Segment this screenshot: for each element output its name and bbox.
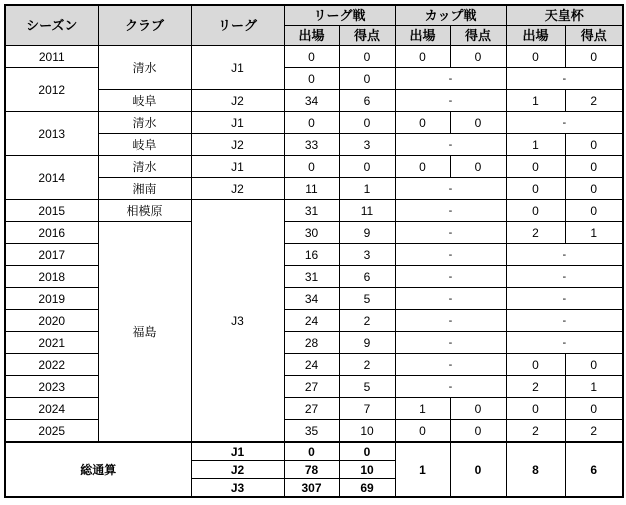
emperor-apps-cell: 0 [506,178,565,200]
table-row [5,178,623,200]
league-goals-cell: 7 [339,398,395,420]
total-j3-apps: 307 [284,479,339,498]
emperor-apps-cell: 2 [506,376,565,398]
league-apps-cell: 0 [284,68,339,90]
cup-dash-cell: - [395,178,506,200]
cup-apps-cell: 0 [395,156,450,178]
cup-goals-cell: 0 [450,156,506,178]
season-cell: 2024 [5,398,98,420]
cup-dash-cell: - [395,200,506,222]
league-cell: J3 [191,200,284,443]
emperor-goals-cell: 0 [565,134,623,156]
table-row [5,90,623,112]
total-row [5,442,623,461]
league-goals-cell: 11 [339,200,395,222]
total-league-j1: J1 [191,442,284,461]
season-cell: 2018 [5,266,98,288]
emperor-goals-cell: 0 [565,200,623,222]
league-goals-cell: 5 [339,288,395,310]
total-j2-apps: 78 [284,461,339,479]
season-cell: 2023 [5,376,98,398]
cup-goals-header: 得点 [450,26,506,46]
league-apps-cell: 33 [284,134,339,156]
emperor-dash-cell: - [506,332,623,354]
cup-dash-cell: - [395,244,506,266]
table-row [5,376,623,398]
league-goals-cell: 6 [339,90,395,112]
cup-apps-cell: 0 [395,420,450,443]
cup-games-header: カップ戦 [395,5,506,26]
league-games-header: リーグ戦 [284,5,395,26]
season-cell: 2020 [5,310,98,332]
league-goals-cell: 9 [339,332,395,354]
season-cell: 2011 [5,46,98,68]
emperor-apps-cell: 0 [506,156,565,178]
league-apps-cell: 0 [284,112,339,134]
header-row-1 [5,5,623,26]
league-goals-cell: 0 [339,46,395,68]
season-cell: 2019 [5,288,98,310]
cup-dash-cell: - [395,376,506,398]
cup-dash-cell: - [395,288,506,310]
total-emperor-apps: 8 [506,442,565,497]
emperor-apps-cell: 2 [506,420,565,443]
emperor-apps-cell: 2 [506,222,565,244]
emperor-apps-header: 出場 [506,26,565,46]
total-j3-goals: 69 [339,479,395,498]
total-j2-goals: 10 [339,461,395,479]
league-apps-cell: 30 [284,222,339,244]
table-row [5,398,623,420]
league-cell: J2 [191,178,284,200]
league-apps-cell: 16 [284,244,339,266]
emperor-apps-cell: 0 [506,46,565,68]
emperor-dash-cell: - [506,266,623,288]
league-goals-cell: 10 [339,420,395,443]
emperor-goals-cell: 0 [565,178,623,200]
league-apps-cell: 24 [284,354,339,376]
table-row [5,354,623,376]
cup-apps-header: 出場 [395,26,450,46]
emperor-goals-cell: 2 [565,420,623,443]
cup-dash-cell: - [395,134,506,156]
club-header: クラブ [98,5,191,46]
league-goals-cell: 0 [339,156,395,178]
total-cup-goals: 0 [450,442,506,497]
table-row [5,112,623,134]
club-cell: 福島 [98,222,191,443]
league-goals-cell: 3 [339,244,395,266]
emperor-apps-cell: 1 [506,90,565,112]
emperor-goals-cell: 2 [565,90,623,112]
emperor-apps-cell: 0 [506,200,565,222]
cup-apps-cell: 1 [395,398,450,420]
emperor-goals-cell: 0 [565,354,623,376]
emperor-goals-cell: 0 [565,46,623,68]
emperor-apps-cell: 0 [506,398,565,420]
league-apps-header: 出場 [284,26,339,46]
emperor-goals-cell: 1 [565,222,623,244]
season-cell: 2016 [5,222,98,244]
cup-dash-cell: - [395,310,506,332]
league-goals-cell: 9 [339,222,395,244]
league-goals-cell: 2 [339,354,395,376]
emperor-goals-header: 得点 [565,26,623,46]
season-cell: 2017 [5,244,98,266]
cup-dash-cell: - [395,68,506,90]
total-j1-goals: 0 [339,442,395,461]
league-apps-cell: 24 [284,310,339,332]
table-row [5,200,623,222]
total-emperor-goals: 6 [565,442,623,497]
cup-goals-cell: 0 [450,398,506,420]
club-cell: 岐阜 [98,90,191,112]
table-row [5,420,623,443]
league-cell: J2 [191,134,284,156]
league-goals-cell: 0 [339,112,395,134]
cup-apps-cell: 0 [395,46,450,68]
league-apps-cell: 11 [284,178,339,200]
emperor-dash-cell: - [506,112,623,134]
emperor-cup-header: 天皇杯 [506,5,623,26]
league-apps-cell: 27 [284,398,339,420]
league-apps-cell: 31 [284,200,339,222]
emperor-apps-cell: 0 [506,354,565,376]
total-league-j3: J3 [191,479,284,498]
table-row [5,68,623,90]
club-cell: 湘南 [98,178,191,200]
league-apps-cell: 0 [284,156,339,178]
league-goals-cell: 0 [339,68,395,90]
table-row [5,332,623,354]
league-apps-cell: 35 [284,420,339,443]
table-row [5,266,623,288]
cup-dash-cell: - [395,90,506,112]
total-j1-apps: 0 [284,442,339,461]
league-goals-cell: 6 [339,266,395,288]
emperor-goals-cell: 1 [565,376,623,398]
league-cell: J1 [191,46,284,90]
emperor-dash-cell: - [506,288,623,310]
league-header: リーグ [191,5,284,46]
cup-goals-cell: 0 [450,46,506,68]
league-goals-cell: 5 [339,376,395,398]
table-row [5,156,623,178]
table-row [5,244,623,266]
table-row [5,134,623,156]
cup-dash-cell: - [395,354,506,376]
league-cell: J2 [191,90,284,112]
cup-goals-cell: 0 [450,420,506,443]
season-cell: 2022 [5,354,98,376]
league-cell: J1 [191,156,284,178]
total-league-j2: J2 [191,461,284,479]
table-row [5,288,623,310]
emperor-goals-cell: 0 [565,156,623,178]
emperor-dash-cell: - [506,68,623,90]
emperor-dash-cell: - [506,310,623,332]
season-cell: 2014 [5,156,98,200]
season-header: シーズン [5,5,98,46]
total-cup-apps: 1 [395,442,450,497]
table-row [5,222,623,244]
season-cell: 2015 [5,200,98,222]
league-cell: J1 [191,112,284,134]
cup-dash-cell: - [395,266,506,288]
league-goals-cell: 1 [339,178,395,200]
total-label: 総通算 [5,442,191,497]
club-cell: 岐阜 [98,134,191,156]
season-cell: 2013 [5,112,98,156]
league-apps-cell: 28 [284,332,339,354]
cup-dash-cell: - [395,332,506,354]
league-goals-cell: 3 [339,134,395,156]
emperor-goals-cell: 0 [565,398,623,420]
league-apps-cell: 34 [284,90,339,112]
season-cell: 2012 [5,68,98,112]
season-cell: 2025 [5,420,98,443]
career-stats-table [4,4,624,498]
league-apps-cell: 31 [284,266,339,288]
league-goals-header: 得点 [339,26,395,46]
league-apps-cell: 0 [284,46,339,68]
club-cell: 清水 [98,46,191,90]
season-cell: 2021 [5,332,98,354]
cup-goals-cell: 0 [450,112,506,134]
table-row [5,310,623,332]
league-goals-cell: 2 [339,310,395,332]
league-apps-cell: 27 [284,376,339,398]
emperor-apps-cell: 1 [506,134,565,156]
club-cell: 相模原 [98,200,191,222]
cup-apps-cell: 0 [395,112,450,134]
cup-dash-cell: - [395,222,506,244]
club-cell: 清水 [98,156,191,178]
club-cell: 清水 [98,112,191,134]
table-row [5,46,623,68]
emperor-dash-cell: - [506,244,623,266]
league-apps-cell: 34 [284,288,339,310]
